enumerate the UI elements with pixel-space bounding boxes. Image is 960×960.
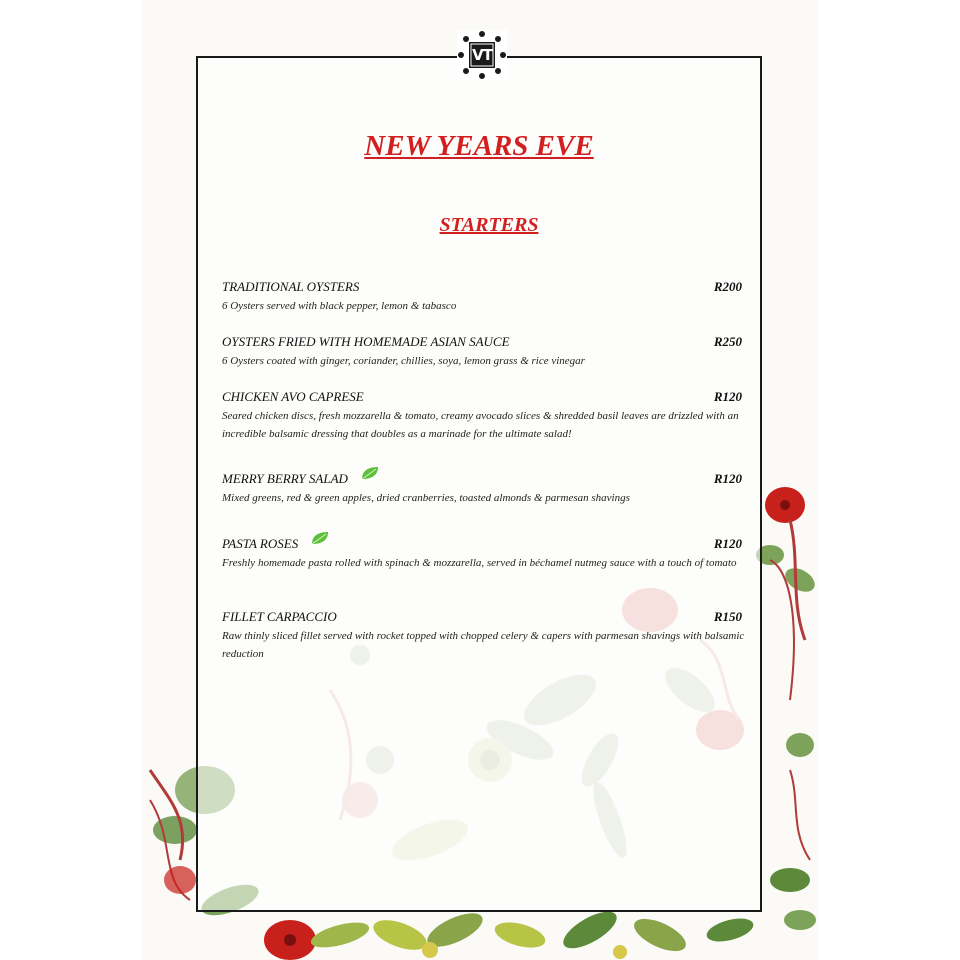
item-description: 6 Oysters served with black pepper, lemon & tabasco — [222, 300, 457, 312]
leaf-icon — [310, 530, 330, 546]
item-name: FILLET CARPACCIO — [222, 609, 337, 624]
menu-item — [222, 388, 756, 443]
menu-item — [222, 535, 756, 572]
menu-title: NEW YEARS EVE — [364, 130, 594, 162]
item-price: R250 — [713, 334, 742, 349]
section-heading-starters: STARTERS — [439, 214, 539, 236]
menu-item — [222, 470, 756, 507]
item-price: R120 — [713, 536, 742, 551]
item-price: R120 — [713, 389, 742, 404]
item-price: R150 — [713, 609, 742, 624]
logo-text: VT — [472, 46, 492, 64]
menu-item — [222, 278, 756, 315]
item-name: PASTA ROSES — [222, 536, 299, 551]
leaf-icon — [360, 465, 380, 481]
item-name: CHICKEN AVO CAPRESE — [222, 389, 364, 404]
item-name: TRADITIONAL OYSTERS — [222, 279, 360, 294]
item-description: 6 Oysters coated with ginger, coriander, chillies, soya, lemon grass & rice vinegar — [222, 355, 585, 367]
vt-logo — [457, 30, 507, 80]
item-price: R120 — [713, 471, 742, 486]
item-name: OYSTERS FRIED WITH HOMEMADE ASIAN SAUCE — [222, 334, 510, 349]
item-price: R200 — [713, 279, 742, 294]
item-description: Mixed greens, red & green apples, dried cranberries, toasted almonds & parmesan shavings — [222, 492, 630, 504]
item-description: Raw thinly sliced fillet served with rocket topped with chopped celery & capers with parmesan shavings with balsamic reduction — [222, 630, 745, 660]
item-description: Seared chicken discs, fresh mozzarella & tomato, creamy avocado slices & shredded basil leaves are drizzled with an incredible balsamic dressing that doubles as a marinade for the ultimate salad! — [222, 410, 739, 440]
menu-item — [222, 608, 756, 663]
item-name: MERRY BERRY SALAD — [222, 471, 348, 486]
menu-item — [222, 333, 756, 370]
item-description: Freshly homemade pasta rolled with spinach & mozzarella, served in béchamel nutmeg sauce with a touch of tomato — [222, 557, 737, 569]
